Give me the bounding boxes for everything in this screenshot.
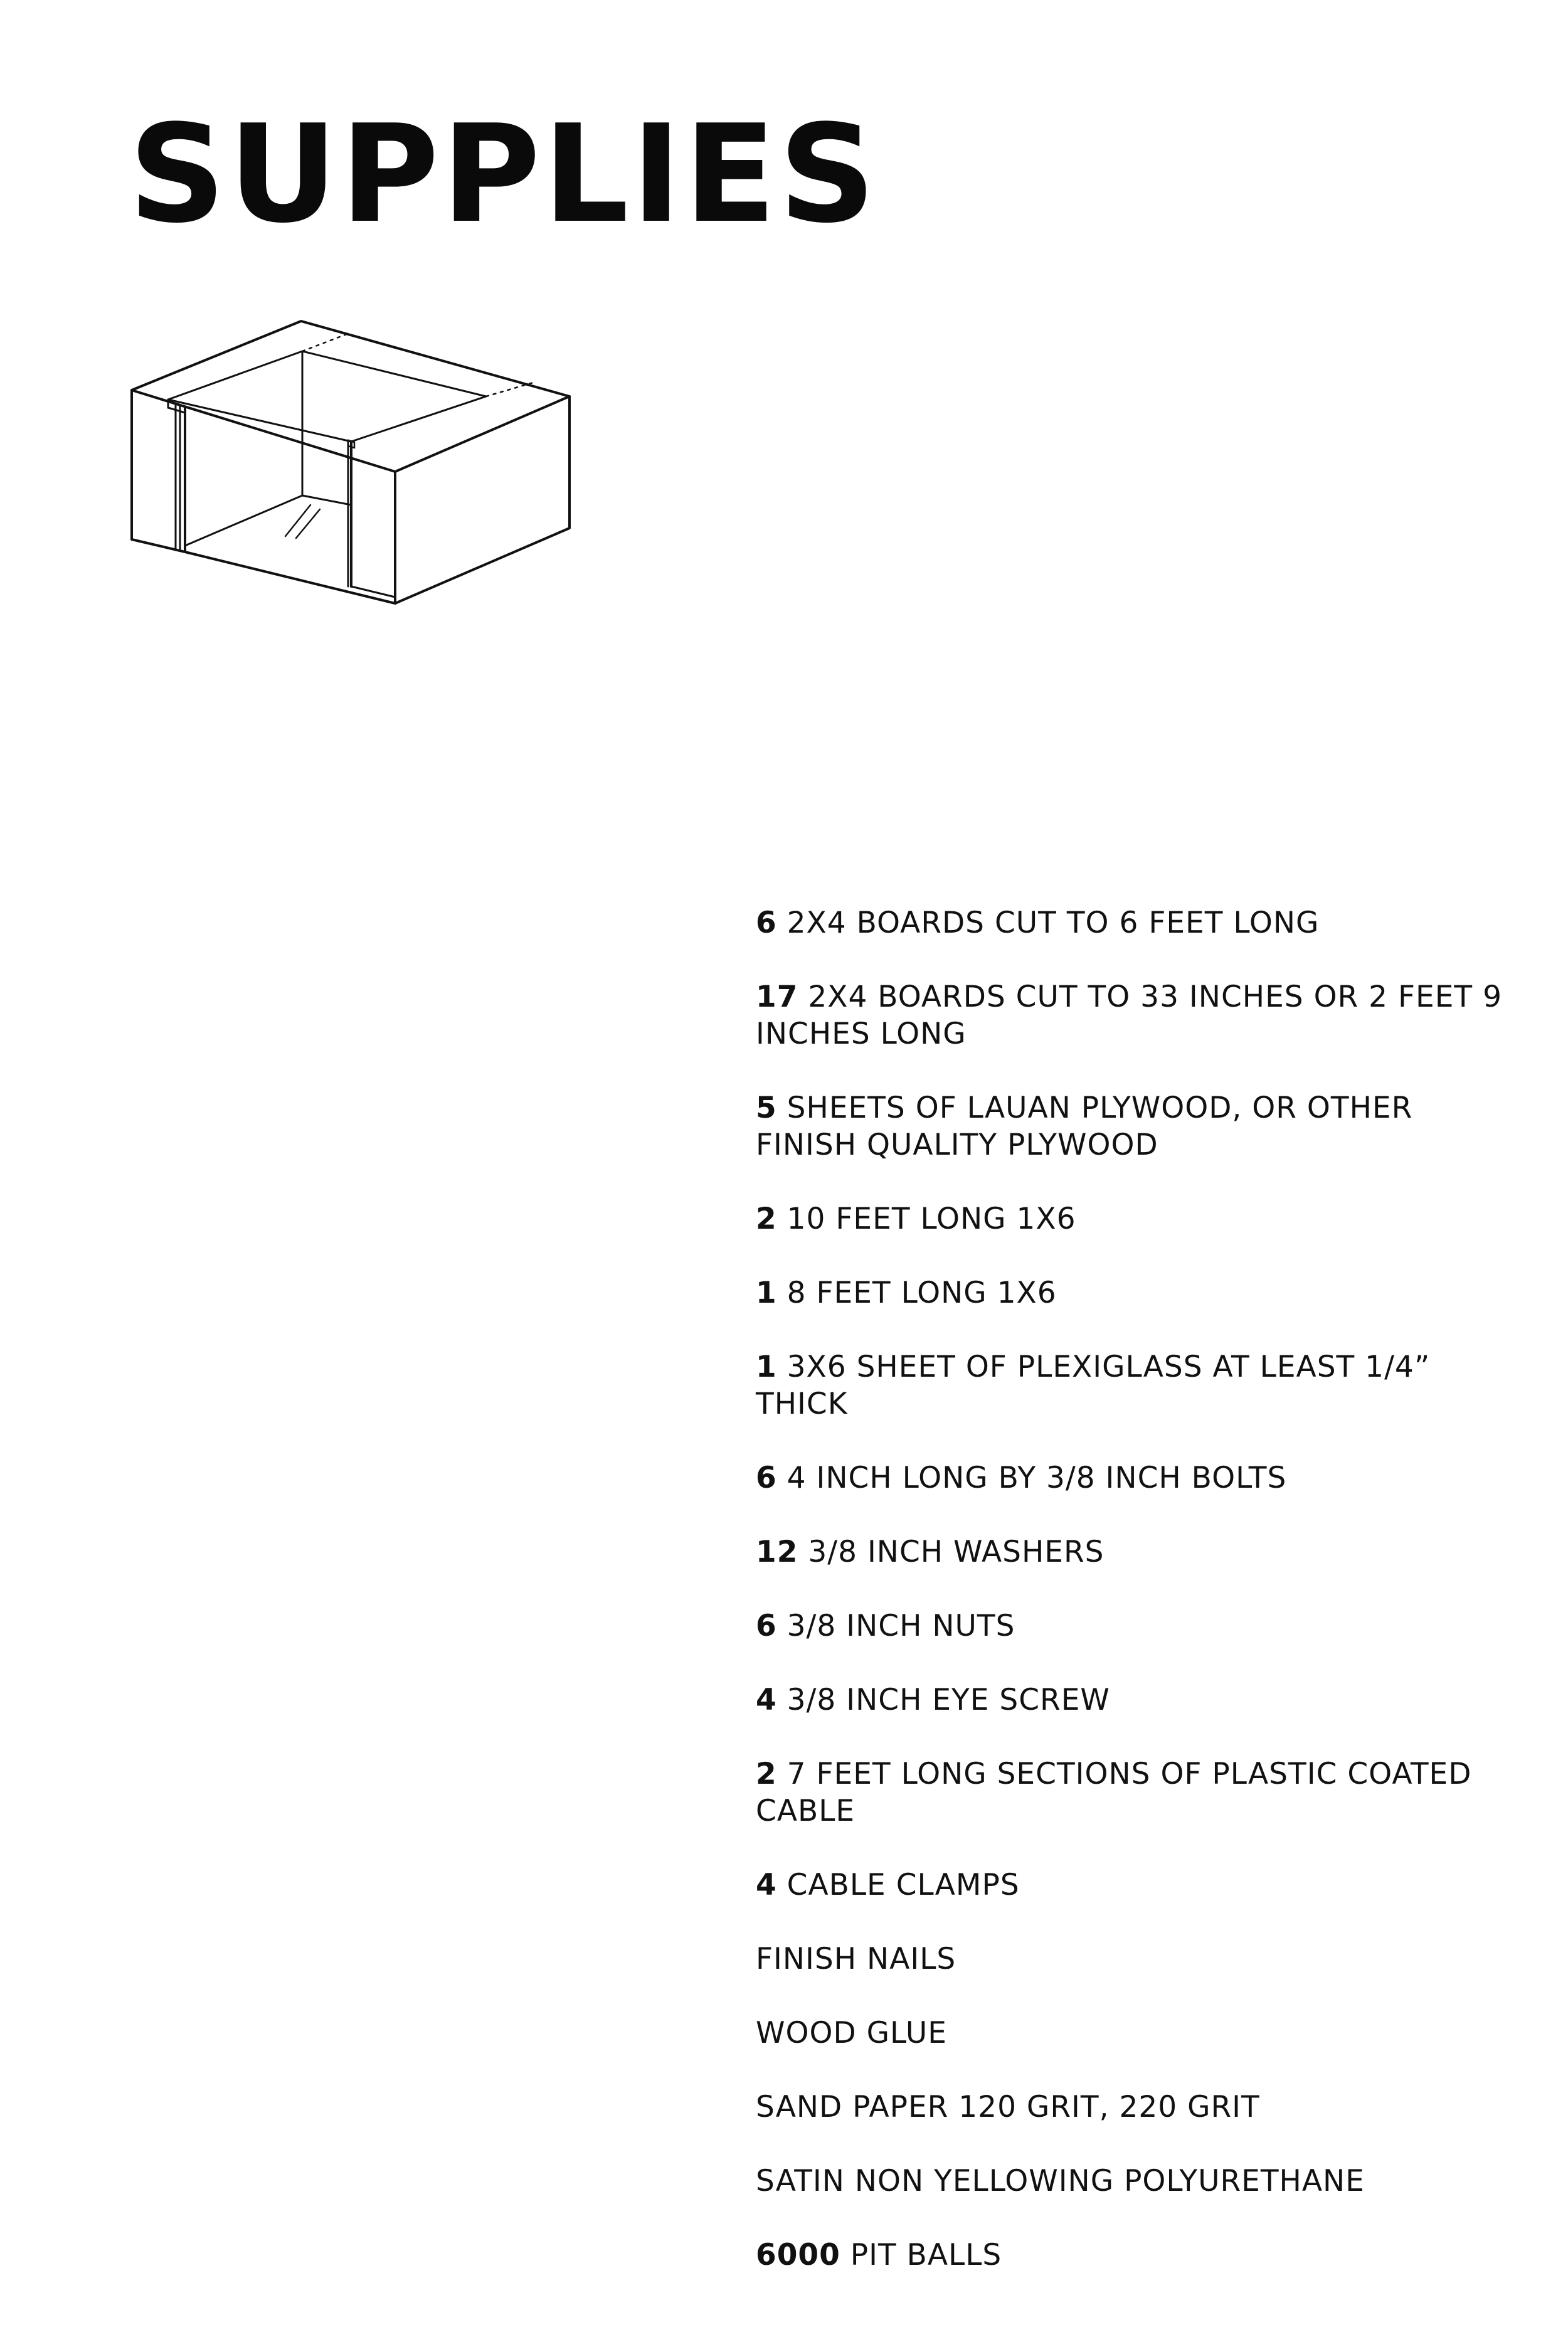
supply-qty: 1 [756, 1350, 777, 1384]
supply-qty: 2 [756, 1202, 777, 1236]
supply-desc: PIT BALLS [850, 2238, 1002, 2272]
supply-qty: 17 [756, 980, 798, 1014]
supply-item [756, 1274, 1508, 1311]
supply-desc: 7 FEET LONG SECTIONS OF PLASTIC COATED CABLE [756, 1757, 1472, 1828]
supply-item [756, 1348, 1508, 1422]
supply-desc: 3/8 INCH WASHERS [808, 1535, 1104, 1569]
supply-qty: 4 [756, 1683, 777, 1717]
supply-item [756, 904, 1508, 941]
supply-item [756, 2089, 1508, 2126]
supply-item [756, 2015, 1508, 2052]
supply-item [756, 1867, 1508, 1904]
supply-desc: SAND PAPER 120 GRIT, 220 GRIT [756, 2090, 1260, 2124]
supply-desc: 2X4 BOARDS CUT TO 33 INCHES OR 2 FEET 9 INCHES LONG [756, 980, 1502, 1051]
supply-item [756, 2163, 1508, 2200]
page-title: SUPPLIES [129, 95, 879, 253]
supply-item [756, 2237, 1508, 2274]
supply-desc: 2X4 BOARDS CUT TO 6 FEET LONG [787, 906, 1320, 940]
bench-box-illustration [125, 314, 577, 615]
supply-item [756, 978, 1508, 1052]
supply-qty: 6 [756, 1461, 777, 1495]
supply-desc: SATIN NON YELLOWING POLYURETHANE [756, 2164, 1365, 2198]
supply-qty: 5 [756, 1091, 777, 1125]
supply-item [756, 1682, 1508, 1719]
supply-qty: 4 [756, 1868, 777, 1902]
supply-qty: 6000 [756, 2238, 840, 2272]
supply-desc: 3/8 INCH EYE SCREW [787, 1683, 1110, 1717]
supply-desc: WOOD GLUE [756, 2016, 947, 2050]
supply-item [756, 1608, 1508, 1645]
supply-desc: CABLE CLAMPS [787, 1868, 1020, 1902]
supply-desc: SHEETS OF LAUAN PLYWOOD, OR OTHER FINISH QUALITY PLYWOOD [756, 1091, 1413, 1162]
supply-qty: 12 [756, 1535, 798, 1569]
supply-qty: 6 [756, 1609, 777, 1643]
supply-qty: 2 [756, 1757, 777, 1791]
supply-desc: FINISH NAILS [756, 1942, 956, 1976]
supply-desc: 10 FEET LONG 1X6 [787, 1202, 1076, 1236]
supply-qty: 1 [756, 1276, 777, 1310]
supply-item [756, 1089, 1508, 1163]
supply-qty: 6 [756, 906, 777, 940]
supply-item [756, 1200, 1508, 1237]
supply-desc: 8 FEET LONG 1X6 [787, 1276, 1057, 1310]
supply-item [756, 1756, 1508, 1830]
supply-item [756, 1534, 1508, 1571]
supply-desc: 3/8 INCH NUTS [787, 1609, 1015, 1643]
supply-list [756, 904, 1508, 2311]
supply-item [756, 1941, 1508, 1978]
supply-item [756, 1459, 1508, 1496]
supply-desc: 4 INCH LONG BY 3/8 INCH BOLTS [787, 1461, 1287, 1495]
supply-desc: 3X6 SHEET OF PLEXIGLASS AT LEAST 1/4” THICK [756, 1350, 1431, 1421]
